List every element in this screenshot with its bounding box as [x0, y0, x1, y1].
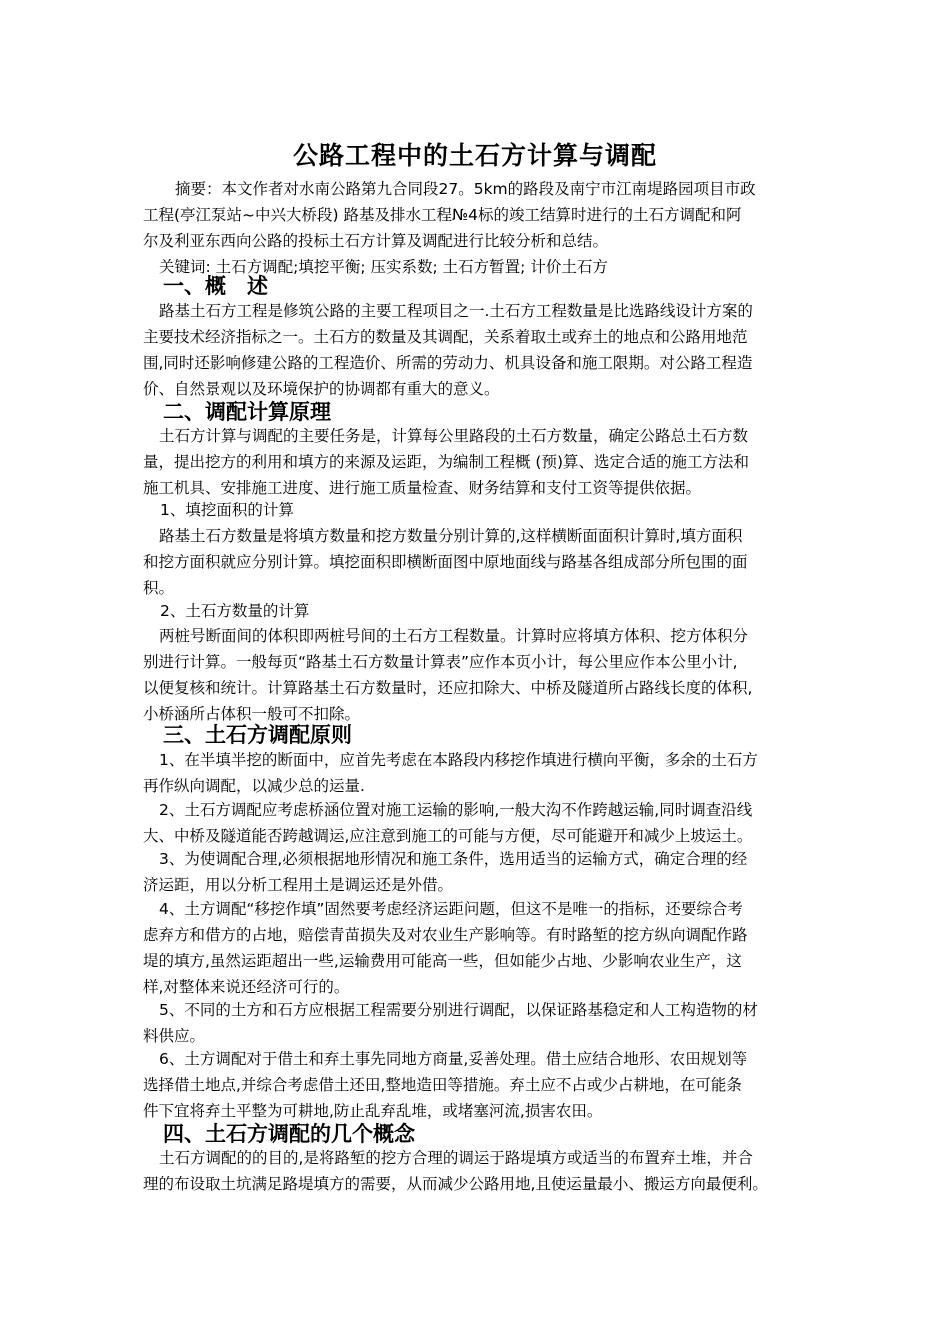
list-item-line: 件下宜将弃土平整为可耕地,防止乱弃乱堆，或堵塞河流,损害农田。	[143, 1102, 603, 1120]
list-item-line: 虑弃方和借方的占地，赔偿青苗损失及对农业生产影响等。有时路堑的挖方纵向调配作路	[143, 926, 748, 944]
paragraph-line: 主要技术经济指标之一。土石方的数量及其调配，关系着取土或弃土的地点和公路用地范	[143, 328, 748, 346]
list-item-line: 堤的填方,虽然运距超出一些,运输费用可能高一些，但如能少占地、少影响农业生产，这	[143, 952, 742, 970]
section-body	[143, 747, 823, 799]
section-body	[143, 997, 823, 1049]
list-item-line: 3、为使调配合理,必须根据地形情况和施工条件，选用适当的运输方式，确定合理的经	[159, 850, 748, 868]
list-item-line: 4、土方调配“移挖作填”固然要考虑经济运距问题，但这不是唯一的指标，还要综合考	[159, 900, 743, 918]
section-body	[143, 623, 823, 727]
list-item-line: 料供应。	[143, 1027, 206, 1045]
abstract-line: 摘要：本文作者对水南公路第九合同段27。5km的路段及南宁市江南堤路园项目市政	[175, 180, 756, 198]
paragraph-line: 路基土石方数量是将填方数量和挖方数量分别计算的,这样横断面面积计算时,填方面积	[159, 527, 743, 545]
paragraph-line: 量，提出挖方的利用和填方的来源及运距，为编制工程概 (预)算、选定合适的施工方法和	[143, 453, 750, 471]
list-item-line: 选择借土地点,并综合考虑借土还田,整地造田等措施。弃土应不占或少占耕地，在可能条	[143, 1076, 742, 1094]
section-heading: 四、土石方调配的几个概念	[163, 1122, 415, 1146]
paragraph-line: 施工机具、安排施工进度、进行施工质量检查、财务结算和支付工资等提供依据。	[143, 479, 702, 497]
paragraph-line: 以便复核和统计。计算路基土石方数量时，还应扣除大、中桥及隧道所占路线长度的体积,	[143, 679, 753, 697]
section-heading: 三、土石方调配原则	[163, 723, 352, 747]
paragraph-line: 别进行计算。一般每页“路基土石方数量计算表”应作本页小计，每公里应作本公里小计,	[143, 653, 738, 671]
list-item-line: 1、在半填半挖的断面中，应首先考虑在本路段内移挖作填进行横向平衡，多余的土石方	[159, 751, 758, 769]
list-item-line: 再作纵向调配，以减少总的运量.	[143, 777, 365, 795]
paragraph-line: 土石方调配的的目的,是将路堑的挖方合理的调运于路堤填方或适当的布置弃土堆，并合	[159, 1149, 753, 1167]
list-item-line: 大、中桥及隧道能否跨越调运,应注意到施工的可能与方便，尽可能避开和减少上坡运土。	[143, 827, 753, 845]
document-title: 公路工程中的土石方计算与调配	[292, 141, 657, 170]
subheading: 2、土石方数量的计算	[160, 602, 310, 620]
paragraph-line: 两桩号断面间的体积即两桩号间的土石方工程数量。计算时应将填方体积、挖方体积分	[159, 627, 749, 645]
section-body	[143, 896, 823, 1000]
list-item-line: 济运距，用以分析工程用土是调运还是外借。	[143, 876, 454, 894]
paragraph-line: 小桥涵所占体积一般可不扣除。	[143, 705, 361, 723]
abstract-line: 尔及利亚东西向公路的投标土石方计算及调配进行比较分析和总结。	[143, 232, 609, 250]
paragraph-line: 土石方计算与调配的主要任务是，计算每公里路段的土石方数量，确定公路总土石方数	[159, 427, 749, 445]
list-item-line: 2、土石方调配应考虑桥涵位置对施工运输的影响,一般大沟不作跨越运输,同时调查沿线	[159, 801, 753, 819]
section-body	[143, 523, 823, 601]
paragraph-line: 路基土石方工程是修筑公路的主要工程项目之一.土石方工程数量是比选路线设计方案的	[159, 302, 753, 320]
subheading: 1、填挖面积的计算	[160, 501, 294, 519]
abstract	[143, 176, 823, 280]
section-heading: 二、调配计算原理	[163, 400, 331, 424]
section-heading: 一、概 述	[163, 274, 268, 298]
section-body	[143, 423, 823, 501]
section-body	[143, 1046, 823, 1124]
paragraph-line: 和挖方面积就应分别计算。填挖面积即横断面图中原地面线与路基各组成部分所包围的面	[143, 553, 748, 571]
list-item-line: 5、不同的土方和石方应根据工程需要分别进行调配，以保证路基稳定和人工构造物的材	[159, 1001, 758, 1019]
paragraph-line: 围,同时还影响修建公路的工程造价、所需的劳动力、机具设备和施工限期。对公路工程造	[143, 354, 753, 372]
section-body	[143, 1145, 823, 1197]
keywords: 关键词: 土石方调配;填挖平衡; 压实系数; 土石方暂置; 计价土石方	[159, 258, 608, 276]
list-item-line: 6、土方调配对于借土和弃土事先同地方商量,妥善处理。借土应结合地形、农田规划等	[159, 1050, 748, 1068]
abstract-line: 工程(亭江泵站~中兴大桥段) 路基及排水工程№4标的竣工结算时进行的土石方调配和阿	[143, 206, 742, 224]
paragraph-line: 价、自然景观以及环境保护的协调都有重大的意义。	[143, 380, 500, 398]
paragraph-line: 理的布设取土坑满足路堤填方的需要，从而减少公路用地,且使运量最小、搬运方向最便利。	[143, 1175, 768, 1193]
paragraph-line: 积。	[143, 579, 175, 597]
section-body	[143, 797, 823, 849]
list-item-line: 样,对整体来说还经济可行的。	[143, 978, 350, 996]
section-body	[143, 846, 823, 898]
section-body	[143, 298, 823, 402]
